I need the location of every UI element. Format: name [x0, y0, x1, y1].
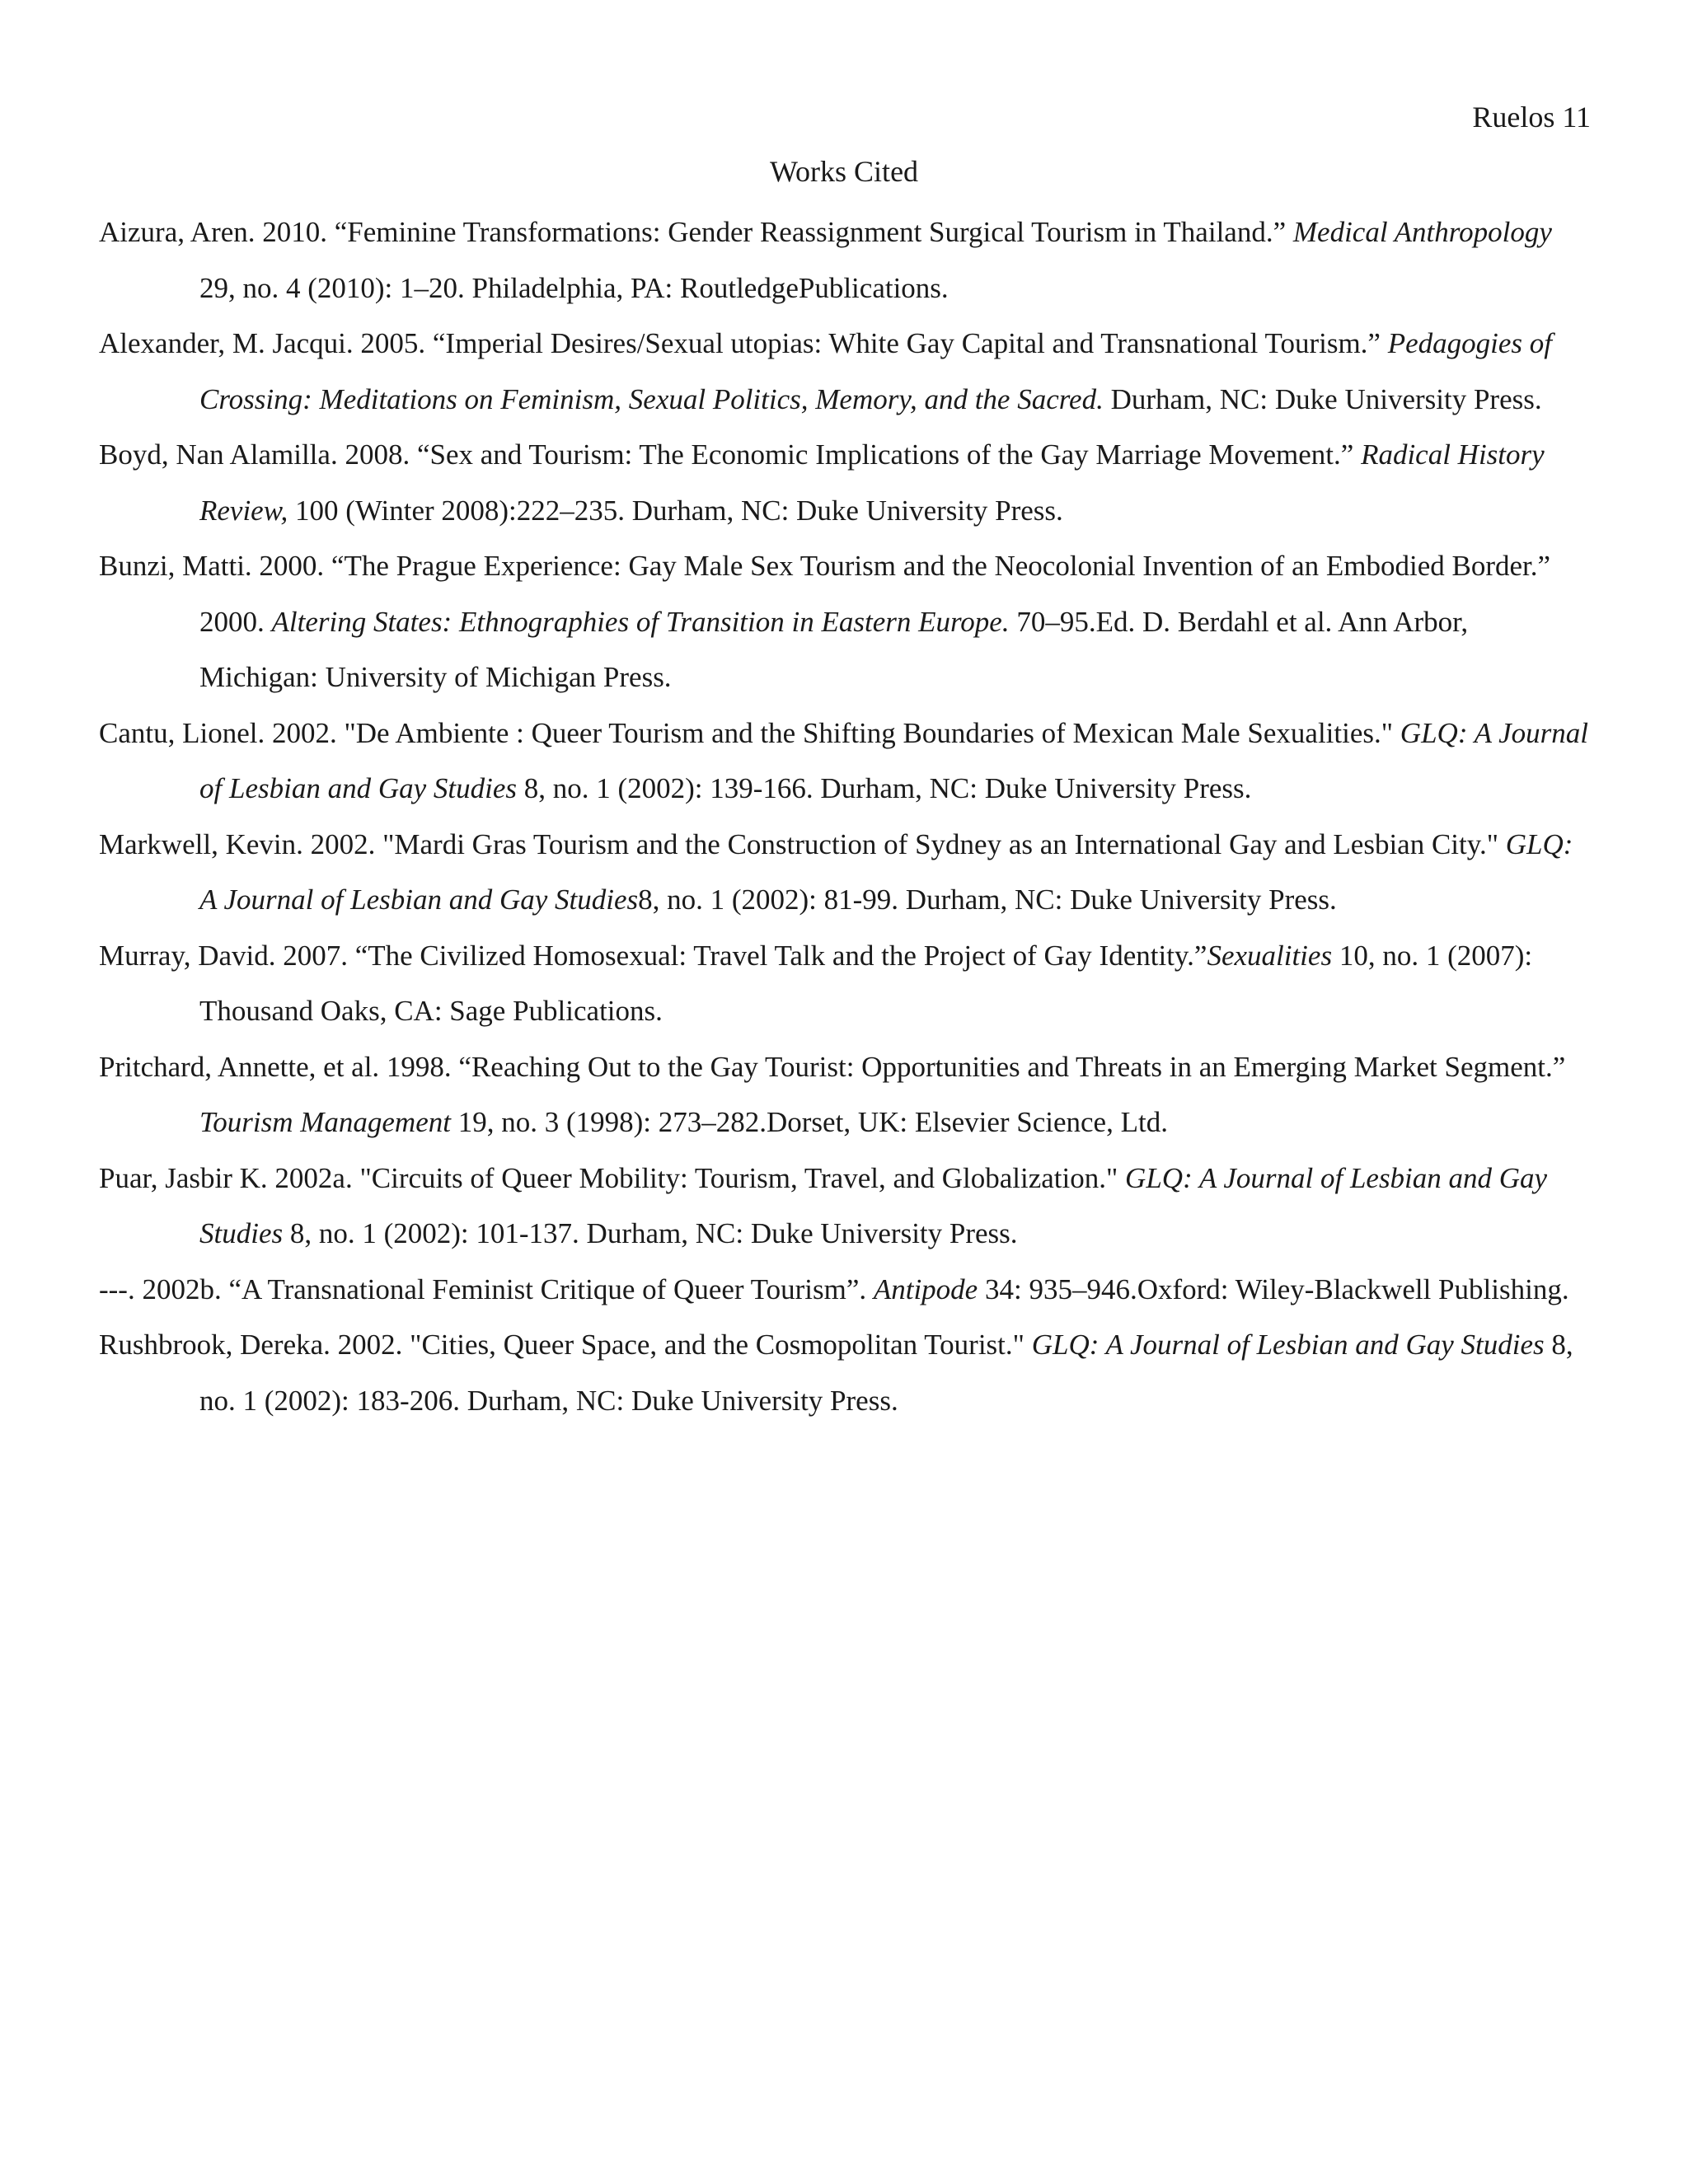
- citation-text: Bunzi, Matti. 2000. “The Prague Experience: Gay Male Sex Tourism and the Neocolonial Invention of an Embodied Border.” 2000.: [99, 550, 1551, 638]
- citation-entry: [99, 817, 1591, 928]
- citation-source-title: Pedagogies of Crossing: Meditations on Feminism, Sexual Politics, Memory, and the Sacred.: [199, 327, 1552, 415]
- citation-text: Markwell, Kevin. 2002. "Mardi Gras Tourism and the Construction of Sydney as an International Gay and Lesbian City.": [99, 827, 1506, 860]
- citation-source-title: Radical History Review,: [199, 438, 1545, 527]
- citation-details: 29, no. 4 (2010): 1–20. Philadelphia, PA: RoutledgePublications.: [199, 271, 949, 304]
- citation-details: 8, no. 1 (2002): 101-137. Durham, NC: Duke University Press.: [283, 1217, 1018, 1249]
- citation-source-title: GLQ: A Journal of Lesbian and Gay Studies: [1031, 1329, 1545, 1361]
- citation-entry: [99, 1151, 1591, 1262]
- citation-source-title: Antipode: [873, 1272, 978, 1305]
- citation-entry: [99, 928, 1591, 1039]
- citation-source-title: GLQ: A Journal of Lesbian and Gay Studies: [199, 1161, 1548, 1249]
- citation-source-title: Medical Anthropology: [1292, 216, 1552, 248]
- citation-details: 8, no. 1 (2002): 81-99. Durham, NC: Duke University Press.: [638, 883, 1337, 916]
- citation-text: Alexander, M. Jacqui. 2005. “Imperial Desires/Sexual utopias: White Gay Capital and Transnational Tourism.”: [99, 327, 1388, 359]
- citation-text: Murray, David. 2007. “The Civilized Homosexual: Travel Talk and the Project of Gay Identity.”: [99, 939, 1207, 972]
- citation-entry: [99, 538, 1591, 705]
- citation-entry: [99, 1262, 1591, 1318]
- citation-details: 34: 935–946.Oxford: Wiley-Blackwell Publishing.: [978, 1272, 1569, 1305]
- citation-entry: [99, 316, 1591, 427]
- citation-details: 8, no. 1 (2002): 139-166. Durham, NC: Duke University Press.: [516, 772, 1252, 804]
- citation-source-title: GLQ: A Journal of Lesbian and Gay Studies: [199, 827, 1573, 916]
- citation-source-title: GLQ: A Journal of Lesbian and Gay Studies: [199, 716, 1588, 804]
- citation-details: Durham, NC: Duke University Press.: [1103, 382, 1542, 415]
- citation-details: 19, no. 3 (1998): 273–282.Dorset, UK: Elsevier Science, Ltd.: [450, 1106, 1168, 1138]
- citation-entry: [99, 705, 1591, 817]
- citation-details: 10, no. 1 (2007): Thousand Oaks, CA: Sage Publications.: [199, 939, 1533, 1027]
- citation-entry: [99, 1317, 1591, 1428]
- citation-details: 8, no. 1 (2002): 183-206. Durham, NC: Duke University Press.: [199, 1329, 1573, 1417]
- citation-details: 100 (Winter 2008):222–235. Durham, NC: Duke University Press.: [288, 494, 1063, 527]
- citation-entry: [99, 204, 1591, 316]
- citation-entry: [99, 1039, 1591, 1151]
- works-cited-title: Works Cited: [769, 155, 919, 188]
- citation-entry: [99, 427, 1591, 538]
- citation-source-title: Altering States: Ethnographies of Transition in Eastern Europe.: [271, 605, 1010, 638]
- citation-text: ---. 2002b. “A Transnational Feminist Critique of Queer Tourism”.: [99, 1272, 874, 1305]
- citation-source-title: Sexualities: [1207, 939, 1333, 972]
- works-cited-list: [99, 204, 1591, 1428]
- citation-text: Pritchard, Annette, et al. 1998. “Reaching Out to the Gay Tourist: Opportunities and Threats in an Emerging Market Segment.”: [99, 1050, 1566, 1083]
- citation-text: Rushbrook, Dereka. 2002. "Cities, Queer Space, and the Cosmopolitan Tourist.": [99, 1329, 1032, 1361]
- citation-text: Aizura, Aren. 2010. “Feminine Transformations: Gender Reassignment Surgical Tourism in Thailand.”: [99, 216, 1293, 248]
- citation-text: Boyd, Nan Alamilla. 2008. “Sex and Tourism: The Economic Implications of the Gay Marriage Movement.”: [99, 438, 1362, 471]
- citation-source-title: Tourism Management: [199, 1106, 451, 1138]
- citation-text: Puar, Jasbir K. 2002a. "Circuits of Queer Mobility: Tourism, Travel, and Globalization.": [99, 1161, 1126, 1194]
- citation-text: Cantu, Lionel. 2002. "De Ambiente : Queer Tourism and the Shifting Boundaries of Mexican Male Sexualities.": [99, 716, 1400, 749]
- page-header: Ruelos 11: [1472, 101, 1591, 134]
- citation-details: 70–95.Ed. D. Berdahl et al. Ann Arbor, Michigan: University of Michigan Press.: [199, 605, 1469, 693]
